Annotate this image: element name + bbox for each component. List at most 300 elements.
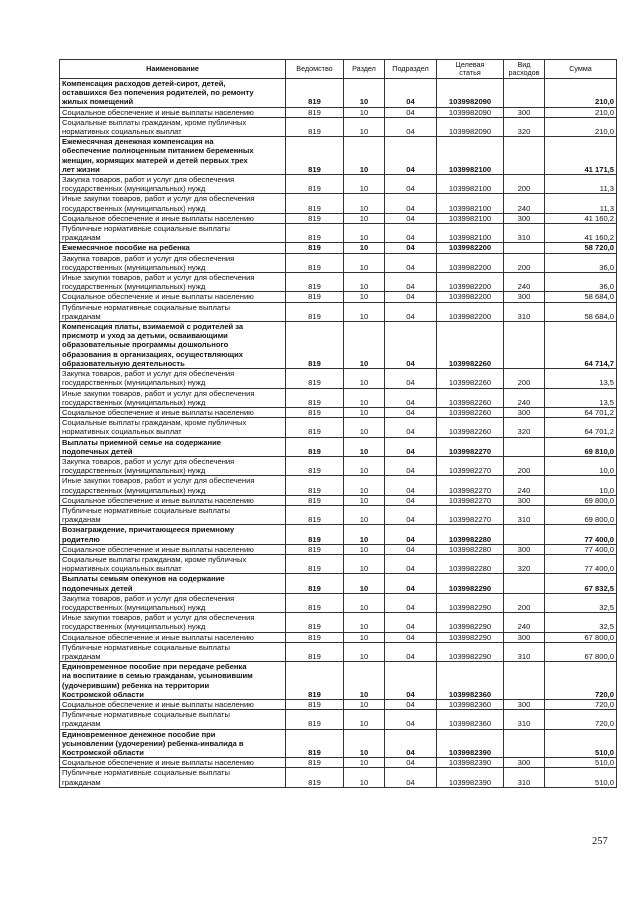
cell-department: 819 [286,729,344,758]
cell-target-article: 1039982290 [437,593,504,612]
cell-expense-kind: 240 [504,194,545,213]
cell-expense-kind [504,437,545,456]
cell-section: 10 [344,662,385,700]
cell-section: 10 [344,710,385,729]
cell-subsection: 04 [385,107,437,117]
cell-department: 819 [286,117,344,136]
cell-subsection: 04 [385,224,437,243]
cell-expense-kind: 300 [504,758,545,768]
cell-section: 10 [344,495,385,505]
cell-department: 819 [286,758,344,768]
cell-expense-kind: 200 [504,175,545,194]
table-row [60,758,617,768]
cell-sum: 10,0 [545,476,617,495]
cell-sum: 58 684,0 [545,302,617,321]
header-subsection: Подраздел [385,60,437,79]
cell-section: 10 [344,224,385,243]
cell-expense-kind [504,574,545,593]
cell-sum: 210,0 [545,107,617,117]
table-row [60,418,617,437]
cell-sum: 67 832,5 [545,574,617,593]
cell-department: 819 [286,407,344,417]
cell-section: 10 [344,758,385,768]
cell-expense-kind: 240 [504,613,545,632]
cell-name: Вознаграждение, причитающееся приемному родителю [60,525,286,544]
cell-sum: 510,0 [545,768,617,787]
table-row [60,292,617,302]
cell-sum: 32,5 [545,613,617,632]
cell-subsection: 04 [385,700,437,710]
table-row [60,437,617,456]
cell-section: 10 [344,437,385,456]
cell-expense-kind: 300 [504,407,545,417]
cell-target-article: 1039982290 [437,574,504,593]
cell-name: Закупка товаров, работ и услуг для обеспечения государственных (муниципальных) нужд [60,175,286,194]
cell-target-article: 1039982200 [437,302,504,321]
cell-subsection: 04 [385,613,437,632]
cell-name: Социальное обеспечение и иные выплаты населению [60,700,286,710]
table-row [60,369,617,388]
table-row [60,544,617,554]
cell-expense-kind: 300 [504,700,545,710]
cell-expense-kind: 240 [504,476,545,495]
table-row [60,194,617,213]
cell-sum: 11,3 [545,194,617,213]
cell-name: Социальные выплаты гражданам, кроме публичных нормативных социальных выплат [60,418,286,437]
cell-target-article: 1039982260 [437,369,504,388]
table-row [60,407,617,417]
cell-expense-kind: 300 [504,107,545,117]
cell-department: 819 [286,292,344,302]
cell-target-article: 1039982270 [437,437,504,456]
cell-subsection: 04 [385,642,437,661]
cell-section: 10 [344,505,385,524]
cell-target-article: 1039982270 [437,476,504,495]
table-row [60,632,617,642]
cell-section: 10 [344,369,385,388]
cell-name: Иные закупки товаров, работ и услуг для обеспечения государственных (муниципальных) нужд [60,273,286,292]
cell-section: 10 [344,642,385,661]
cell-expense-kind: 320 [504,418,545,437]
cell-subsection: 04 [385,407,437,417]
cell-name: Публичные нормативные социальные выплаты гражданам [60,768,286,787]
table-row [60,456,617,475]
cell-sum: 210,0 [545,79,617,108]
table-row [60,137,617,175]
cell-sum: 510,0 [545,729,617,758]
cell-subsection: 04 [385,758,437,768]
cell-sum: 69 800,0 [545,505,617,524]
cell-name: Компенсация расходов детей-сирот, детей, оставшихся без попечения родителей, по ремонту жилых помещений [60,79,286,108]
cell-target-article: 1039982090 [437,107,504,117]
cell-expense-kind: 310 [504,505,545,524]
header-department: Ведомство [286,60,344,79]
cell-subsection: 04 [385,662,437,700]
cell-target-article: 1039982390 [437,758,504,768]
cell-sum: 41 160,2 [545,213,617,223]
cell-subsection: 04 [385,710,437,729]
cell-target-article: 1039982270 [437,505,504,524]
table-row [60,302,617,321]
cell-sum: 720,0 [545,662,617,700]
cell-subsection: 04 [385,729,437,758]
cell-sum: 13,5 [545,369,617,388]
cell-expense-kind [504,322,545,369]
cell-name: Компенсация платы, взимаемой с родителей за присмотр и уход за детьми, осваивающими образовательные программы дошкольного образования в организациях, осуществляющих образовательную деятельность [60,322,286,369]
cell-section: 10 [344,79,385,108]
cell-expense-kind: 320 [504,554,545,573]
cell-sum: 69 800,0 [545,495,617,505]
cell-section: 10 [344,213,385,223]
table-row [60,253,617,272]
cell-expense-kind [504,79,545,108]
cell-target-article: 1039982290 [437,613,504,632]
cell-section: 10 [344,768,385,787]
cell-sum: 69 810,0 [545,437,617,456]
table-row [60,107,617,117]
cell-department: 819 [286,710,344,729]
cell-expense-kind: 320 [504,117,545,136]
cell-subsection: 04 [385,544,437,554]
cell-expense-kind [504,243,545,253]
cell-department: 819 [286,768,344,787]
cell-department: 819 [286,175,344,194]
cell-department: 819 [286,632,344,642]
cell-target-article: 1039982090 [437,79,504,108]
cell-subsection: 04 [385,79,437,108]
table-row [60,642,617,661]
cell-sum: 41 160,2 [545,224,617,243]
cell-section: 10 [344,554,385,573]
cell-expense-kind: 200 [504,369,545,388]
cell-name: Социальное обеспечение и иные выплаты населению [60,632,286,642]
cell-target-article: 1039982100 [437,175,504,194]
cell-department: 819 [286,213,344,223]
cell-department: 819 [286,593,344,612]
cell-section: 10 [344,322,385,369]
cell-department: 819 [286,137,344,175]
cell-section: 10 [344,273,385,292]
cell-department: 819 [286,662,344,700]
cell-section: 10 [344,456,385,475]
cell-subsection: 04 [385,253,437,272]
cell-name: Единовременное денежное пособие при усыновлении (удочерении) ребенка-инвалида в Костромской области [60,729,286,758]
cell-target-article: 1039982100 [437,213,504,223]
cell-department: 819 [286,369,344,388]
cell-target-article: 1039982290 [437,642,504,661]
cell-department: 819 [286,574,344,593]
table-row [60,729,617,758]
cell-sum: 41 171,5 [545,137,617,175]
table-header-row [60,60,617,79]
cell-subsection: 04 [385,574,437,593]
cell-section: 10 [344,194,385,213]
cell-subsection: 04 [385,369,437,388]
cell-subsection: 04 [385,525,437,544]
cell-subsection: 04 [385,213,437,223]
cell-department: 819 [286,273,344,292]
table-row [60,476,617,495]
cell-department: 819 [286,642,344,661]
cell-subsection: 04 [385,243,437,253]
cell-target-article: 1039982090 [437,117,504,136]
cell-target-article: 1039982280 [437,525,504,544]
cell-sum: 13,5 [545,388,617,407]
cell-section: 10 [344,302,385,321]
header-target-article: Целевая статья [437,60,504,79]
cell-expense-kind: 200 [504,456,545,475]
cell-expense-kind: 300 [504,292,545,302]
cell-sum: 77 400,0 [545,525,617,544]
page-number: 257 [592,836,608,847]
header-expense-kind: Вид расходов [504,60,545,79]
cell-target-article: 1039982360 [437,710,504,729]
cell-department: 819 [286,476,344,495]
cell-sum: 64 714,7 [545,322,617,369]
cell-section: 10 [344,544,385,554]
cell-subsection: 04 [385,437,437,456]
cell-expense-kind: 310 [504,768,545,787]
cell-target-article: 1039982260 [437,407,504,417]
cell-expense-kind: 310 [504,710,545,729]
cell-name: Ежемесячная денежная компенсация на обеспечение полноценным питанием беременных женщин, кормящих матерей и детей первых трех лет жизни [60,137,286,175]
cell-subsection: 04 [385,388,437,407]
cell-section: 10 [344,729,385,758]
cell-section: 10 [344,117,385,136]
table-row [60,662,617,700]
cell-name: Иные закупки товаров, работ и услуг для обеспечения государственных (муниципальных) нужд [60,613,286,632]
cell-target-article: 1039982360 [437,662,504,700]
cell-section: 10 [344,388,385,407]
cell-name: Выплаты семьям опекунов на содержание подопечных детей [60,574,286,593]
cell-subsection: 04 [385,593,437,612]
table-row [60,574,617,593]
header-sum: Сумма [545,60,617,79]
cell-subsection: 04 [385,273,437,292]
cell-name: Социальное обеспечение и иные выплаты населению [60,213,286,223]
cell-target-article: 1039982270 [437,456,504,475]
cell-expense-kind: 240 [504,273,545,292]
cell-target-article: 1039982290 [437,632,504,642]
header-name: Наименование [60,60,286,79]
cell-target-article: 1039982100 [437,194,504,213]
table-row [60,213,617,223]
cell-department: 819 [286,495,344,505]
table-row [60,505,617,524]
table-row [60,273,617,292]
table-row [60,495,617,505]
cell-expense-kind: 310 [504,302,545,321]
cell-sum: 67 800,0 [545,632,617,642]
cell-sum: 58 720,0 [545,243,617,253]
cell-section: 10 [344,175,385,194]
cell-expense-kind: 200 [504,593,545,612]
cell-name: Ежемесячное пособие на ребенка [60,243,286,253]
cell-expense-kind [504,137,545,175]
table-body [60,79,617,788]
cell-name: Публичные нормативные социальные выплаты гражданам [60,710,286,729]
table-row [60,525,617,544]
cell-name: Иные закупки товаров, работ и услуг для обеспечения государственных (муниципальных) нужд [60,476,286,495]
cell-subsection: 04 [385,456,437,475]
cell-sum: 58 684,0 [545,292,617,302]
table-row [60,700,617,710]
cell-name: Социальное обеспечение и иные выплаты населению [60,107,286,117]
cell-subsection: 04 [385,418,437,437]
cell-department: 819 [286,224,344,243]
cell-section: 10 [344,476,385,495]
cell-target-article: 1039982280 [437,544,504,554]
cell-subsection: 04 [385,292,437,302]
cell-name: Социальное обеспечение и иные выплаты населению [60,292,286,302]
cell-expense-kind: 200 [504,253,545,272]
cell-subsection: 04 [385,302,437,321]
cell-name: Иные закупки товаров, работ и услуг для обеспечения государственных (муниципальных) нужд [60,194,286,213]
cell-subsection: 04 [385,632,437,642]
cell-sum: 510,0 [545,758,617,768]
cell-target-article: 1039982390 [437,768,504,787]
cell-department: 819 [286,322,344,369]
cell-department: 819 [286,544,344,554]
cell-target-article: 1039982360 [437,700,504,710]
cell-department: 819 [286,554,344,573]
table-row [60,710,617,729]
cell-section: 10 [344,407,385,417]
cell-target-article: 1039982270 [437,495,504,505]
cell-sum: 720,0 [545,700,617,710]
cell-section: 10 [344,574,385,593]
cell-target-article: 1039982100 [437,224,504,243]
cell-name: Закупка товаров, работ и услуг для обеспечения государственных (муниципальных) нужд [60,593,286,612]
cell-name: Социальные выплаты гражданам, кроме публичных нормативных социальных выплат [60,554,286,573]
cell-sum: 36,0 [545,253,617,272]
cell-department: 819 [286,79,344,108]
cell-sum: 32,5 [545,593,617,612]
cell-subsection: 04 [385,505,437,524]
cell-name: Закупка товаров, работ и услуг для обеспечения государственных (муниципальных) нужд [60,369,286,388]
cell-section: 10 [344,700,385,710]
cell-section: 10 [344,292,385,302]
cell-name: Закупка товаров, работ и услуг для обеспечения государственных (муниципальных) нужд [60,456,286,475]
cell-name: Единовременное пособие при передаче ребенка на воспитание в семью гражданам, усыновившим (удочерившим) ребенка на территории Костромской области [60,662,286,700]
cell-sum: 11,3 [545,175,617,194]
cell-target-article: 1039982200 [437,253,504,272]
cell-expense-kind [504,662,545,700]
table-row [60,322,617,369]
cell-sum: 10,0 [545,456,617,475]
table-row [60,768,617,787]
table-row [60,613,617,632]
cell-section: 10 [344,243,385,253]
cell-name: Иные закупки товаров, работ и услуг для обеспечения государственных (муниципальных) нужд [60,388,286,407]
cell-expense-kind: 300 [504,495,545,505]
cell-name: Социальное обеспечение и иные выплаты населению [60,495,286,505]
cell-department: 819 [286,613,344,632]
cell-sum: 720,0 [545,710,617,729]
cell-expense-kind: 310 [504,642,545,661]
cell-expense-kind [504,729,545,758]
cell-expense-kind: 300 [504,213,545,223]
table-row [60,117,617,136]
cell-expense-kind: 300 [504,632,545,642]
cell-section: 10 [344,593,385,612]
cell-target-article: 1039982260 [437,388,504,407]
cell-target-article: 1039982200 [437,243,504,253]
cell-target-article: 1039982260 [437,418,504,437]
cell-sum: 210,0 [545,117,617,136]
cell-subsection: 04 [385,554,437,573]
cell-section: 10 [344,253,385,272]
cell-sum: 64 701,2 [545,418,617,437]
cell-department: 819 [286,253,344,272]
cell-sum: 77 400,0 [545,554,617,573]
cell-subsection: 04 [385,476,437,495]
cell-subsection: 04 [385,322,437,369]
cell-section: 10 [344,418,385,437]
cell-department: 819 [286,243,344,253]
cell-sum: 77 400,0 [545,544,617,554]
cell-department: 819 [286,456,344,475]
cell-subsection: 04 [385,117,437,136]
cell-department: 819 [286,505,344,524]
cell-section: 10 [344,613,385,632]
table-row [60,175,617,194]
cell-subsection: 04 [385,137,437,175]
cell-section: 10 [344,137,385,175]
cell-name: Публичные нормативные социальные выплаты гражданам [60,224,286,243]
cell-expense-kind: 300 [504,544,545,554]
cell-name: Выплаты приемной семье на содержание подопечных детей [60,437,286,456]
cell-department: 819 [286,302,344,321]
cell-expense-kind: 240 [504,388,545,407]
cell-target-article: 1039982390 [437,729,504,758]
cell-department: 819 [286,437,344,456]
cell-department: 819 [286,388,344,407]
cell-subsection: 04 [385,194,437,213]
cell-name: Социальное обеспечение и иные выплаты населению [60,758,286,768]
header-section: Раздел [344,60,385,79]
table-row [60,224,617,243]
cell-subsection: 04 [385,495,437,505]
cell-target-article: 1039982260 [437,322,504,369]
cell-department: 819 [286,525,344,544]
table-row [60,79,617,108]
table-row [60,554,617,573]
cell-name: Закупка товаров, работ и услуг для обеспечения государственных (муниципальных) нужд [60,253,286,272]
cell-target-article: 1039982100 [437,137,504,175]
cell-target-article: 1039982200 [437,292,504,302]
table-row [60,243,617,253]
cell-department: 819 [286,700,344,710]
cell-section: 10 [344,525,385,544]
cell-section: 10 [344,107,385,117]
cell-name: Социальное обеспечение и иные выплаты населению [60,544,286,554]
cell-department: 819 [286,107,344,117]
cell-expense-kind [504,525,545,544]
cell-sum: 67 800,0 [545,642,617,661]
cell-name: Социальные выплаты гражданам, кроме публичных нормативных социальных выплат [60,117,286,136]
cell-sum: 64 701,2 [545,407,617,417]
cell-subsection: 04 [385,175,437,194]
cell-name: Социальное обеспечение и иные выплаты населению [60,407,286,417]
cell-name: Публичные нормативные социальные выплаты гражданам [60,302,286,321]
cell-target-article: 1039982200 [437,273,504,292]
cell-expense-kind: 310 [504,224,545,243]
cell-name: Публичные нормативные социальные выплаты гражданам [60,642,286,661]
cell-department: 819 [286,418,344,437]
cell-department: 819 [286,194,344,213]
table-row [60,593,617,612]
